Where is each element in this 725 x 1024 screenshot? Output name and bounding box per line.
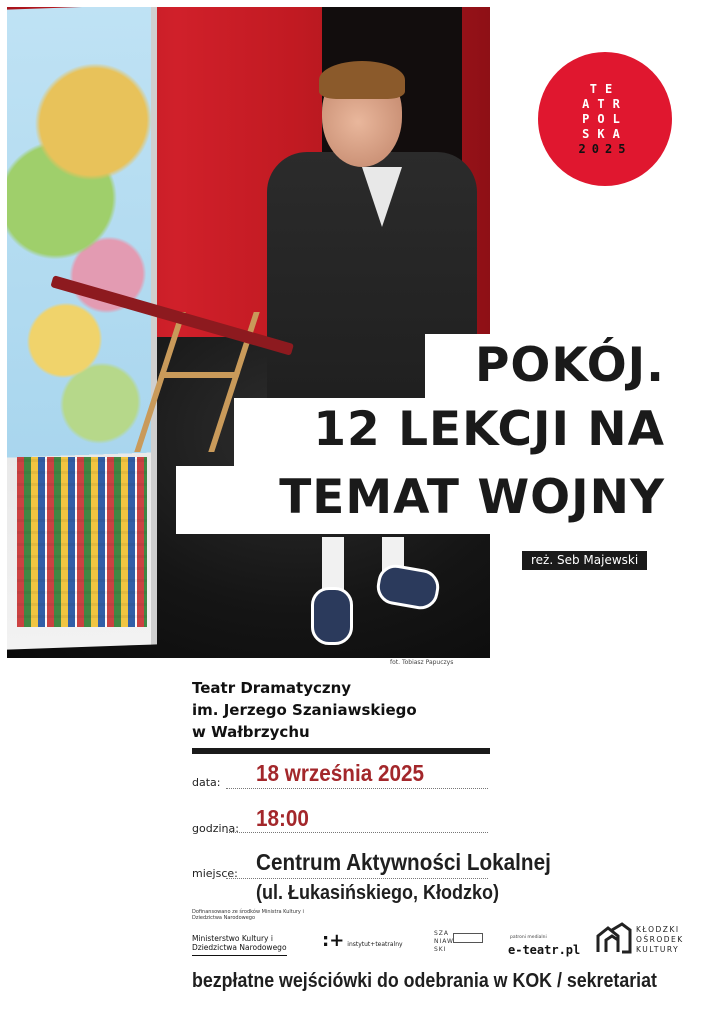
ticket-info: bezpłatne wejściówki do odebrania w KOK / sekretariat [192, 970, 657, 992]
e-teatr-logo: e-teatr.pl [508, 943, 581, 957]
media-patrons-label: patroni medialni [510, 935, 547, 940]
time-label: godzina: [192, 822, 239, 835]
kok-line: KŁODZKI [636, 925, 680, 934]
kok-line: OŚRODEK [636, 935, 684, 944]
date-dotted-line [226, 788, 488, 789]
place-value: Centrum Aktywności Lokalnej [256, 849, 551, 875]
time-value: 18:00 [256, 805, 309, 831]
venue-line-2: im. Jerzego Szaniawskiego [192, 701, 417, 719]
venue-name [192, 677, 492, 743]
divider-rule [192, 748, 490, 754]
title-line-3: TEMAT WOJNY [176, 466, 673, 534]
kok-logo-text [636, 925, 684, 955]
venue-line-3: w Wałbrzychu [192, 723, 310, 741]
title-line-1: POKÓJ. [425, 334, 673, 398]
badge-line: POL [582, 111, 628, 126]
szan-emblem [453, 933, 483, 943]
badge-line: TE [589, 81, 621, 96]
instytut-text: instytut+teatralny [347, 941, 403, 948]
badge-line: ATR [582, 96, 628, 111]
poster-photo [7, 7, 490, 658]
kok-house-icon [596, 922, 632, 954]
date-label: data: [192, 776, 221, 789]
venue-line-1: Teatr Dramatyczny [192, 679, 352, 697]
clog-left [311, 587, 353, 645]
teatr-polska-badge [538, 52, 672, 186]
instytut-teatralny-logo [322, 932, 403, 950]
date-value: 18 września 2025 [256, 760, 425, 786]
director-credit: reż. Seb Majewski [522, 551, 647, 570]
funding-note: Dofinansowano ze środków Ministra Kultury i Dziedzictwa Narodowego [192, 909, 304, 921]
ministry-logo: Ministerstwo Kultury i Dziedzictwa Narodowego [192, 934, 287, 956]
actor-hair [319, 61, 405, 99]
badge-line: SKA [582, 126, 628, 141]
szan-line: SKI [434, 946, 447, 953]
clog-right [374, 562, 442, 612]
badge-year: 2025 [578, 141, 632, 156]
place-dotted-line [226, 878, 488, 879]
place-label: miejsce: [192, 867, 238, 880]
szan-line: SZA [434, 930, 450, 937]
kok-line: KULTURY [636, 945, 680, 954]
instytut-mark: :+ [322, 930, 345, 951]
szaniawski-logo [434, 930, 454, 954]
time-dotted-line [226, 832, 488, 833]
szan-line: NIAW [434, 938, 454, 945]
title-line-2: 12 LEKCJI NA [234, 398, 673, 466]
place-address: (ul. Łukasińskiego, Kłodzko) [256, 882, 500, 904]
photo-credit: fot. Tobiasz Papuczys [390, 659, 454, 666]
flags-chart [17, 457, 147, 627]
